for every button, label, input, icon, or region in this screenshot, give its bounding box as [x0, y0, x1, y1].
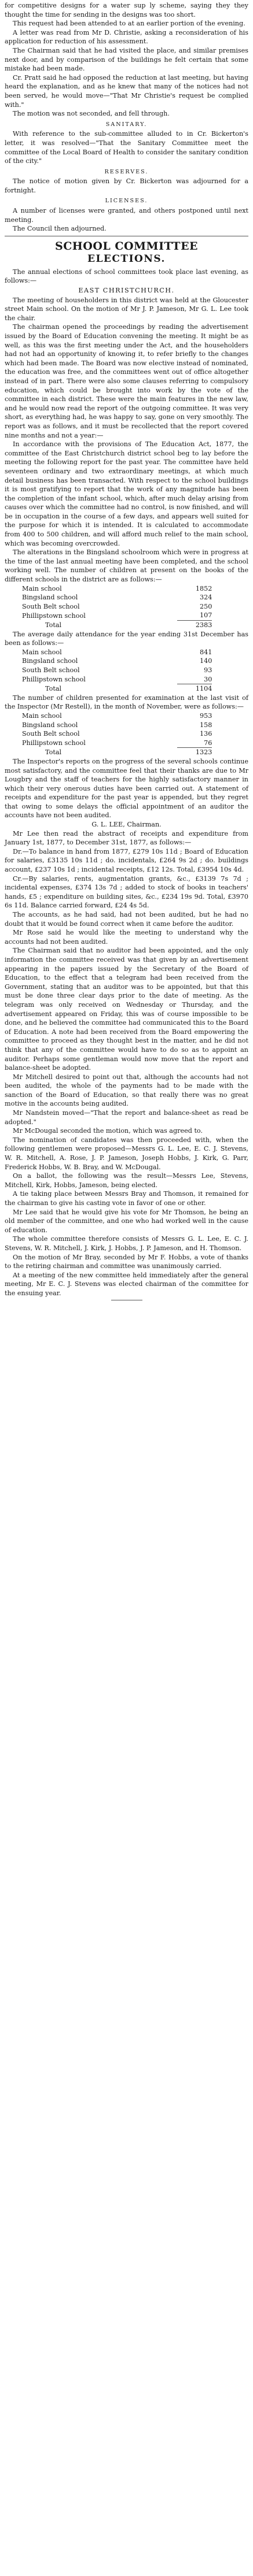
paragraph: The motion was not seconded, and fell through. — [13, 110, 170, 118]
examination-table — [22, 711, 212, 757]
paragraph: The meeting of householders in this district was held at the Gloucester street Main school. On the motion of Mr J. P. Jameson, Mr G. L. Lee took the chair. — [5, 296, 251, 322]
paragraph: Mr Nandstein moved—"That the report and balance-sheet as read be adopted." — [5, 1109, 251, 1126]
paragraph: The chairman opened the proceedings by reading the advertisement issued by the Board of Education convening the meeting. It might be as well, as this was the first meeting under the Act, and the householders had not had an opportunity of knowing it, to refer briefly to the changes which had been made. The Board was now elective instead of nominated, the education was free, and the committees went out of office altogether instead of in part. There were also some clauses referring to compulsory education, which could be brought into work by the vote of the committee in each district. These were the main features in the new law, and he would now read the report of the outgoing committee. It was very short, as everything had, he was happy to say, gone on very smoothly. The report was as follows, and it must be recollected that the report covered nine months and not a year:— — [5, 323, 251, 439]
district-heading: EAST CHRISTCHURCH. — [78, 287, 175, 295]
paragraph: A number of licenses were granted, and others postponed until next meeting. — [5, 207, 251, 224]
paragraph: The number of children presented for examination at the last visit of the Inspector (Mr Restell), in the month of November, were as follows:— — [5, 694, 251, 711]
article-headline-line-2: ELECTIONS. — [87, 253, 166, 265]
attendance-table — [22, 648, 212, 694]
paragraph: With reference to the sub-committee alluded to in Cr. Bickerton's letter, it was resolved—"That the Sanitary Committee meet the committee of the Local Board of Health to consider the sanitary condition of the city." — [5, 130, 251, 165]
paragraph: The Inspector's reports on the progress of the several schools continue most satisfactory, and the committee feel that their thanks are due to Mr Lougbry and the staff of teachers for the highly satisfactory manner in which their very onerous duties have been carried out. A statement of receipts and expenditure for the past year is appended, but they regret that owing to some delays the official appointment of an auditor the accounts have not been audited. — [5, 757, 251, 820]
paragraph: Cr.—By salaries, rents, augmentation grants, &c., £3139 7s 7d ; incidental expenses, £374 13s 7d ; added to stock of books in teachers' hands, £5 ; expenditure on building sites, &c., £234 19s 9d. Total, £3970 6s 11d. Balance carried forward, £24 4s 5d. — [5, 874, 251, 910]
subheading-licenses: LICENSES. — [105, 198, 148, 205]
table-row: Main school 1852 — [22, 584, 212, 592]
table-total-row: Total 1104 — [45, 684, 212, 693]
paragraph: The notice of motion given by Cr. Bickerton was adjourned for a fortnight. — [5, 177, 251, 194]
paragraph: Dr.—To balance in hand from 1877, £279 10s 11d ; Board of Education for salaries, £3135 10s 11d ; do. incidentals, £264 9s 2d ; do. buildings account, £237 10s 1d ; incidental receipts, £12 12s. Total, £3954 10s 4d. — [5, 847, 251, 874]
enrolled-children-table — [22, 584, 212, 630]
table-row: South Belt school 250 — [22, 602, 212, 610]
paragraph: The accounts, as he had said, had not been audited, but he had no doubt that it would be found correct when it came before the auditor. — [5, 911, 251, 928]
paragraph: for competitive designs for a water sup ly scheme, saying they they thought the time for sending in the designs was too short. — [5, 2, 251, 18]
paragraph: The nomination of candidates was then proceeded with, when the following gentlemen were proposed—Messrs G. L. Lee, E. C. J. Stevens, W. R. Mitchell, A. Rose, J. P. Jameson, Joseph Hobbs, J. Kirk, G. Parr, Frederick Hobbs, W. B. Bray, and W. McDougal. — [5, 1136, 251, 1171]
table-total-row: Total 2383 — [45, 621, 212, 629]
paragraph: Mr Lee then read the abstract of receipts and expenditure from January 1st, 1877, to December 31st, 1877, as follows:— — [5, 829, 251, 847]
paragraph: A letter was read from Mr D. Christie, asking a reconsideration of his application for reduction of his assessment. — [5, 28, 251, 46]
paragraph: Mr McDougal seconded the motion, which was agreed to. — [13, 1127, 203, 1135]
paragraph: At a meeting of the new committee held immediately after the general meeting, Mr E. C. J. Stevens was elected chairman of the committee for the ensuing year. — [5, 1271, 251, 1297]
paragraph: The Council then adjourned. — [13, 225, 107, 233]
table-row: Main school 841 — [22, 648, 212, 656]
paragraph: This request had been attended to at an earlier portion of the evening. — [13, 20, 245, 28]
paragraph: In accordance with the provisions of The Education Act, 1877, the committee of the East Christchurch district school beg to lay before the meeting the following report for the past year. The committee have held seventeen ordinary and two extraordinary meetings, at which much detail business has been transacted. With respect to the school buildings it is most gratifying to report that the work of any magnitude has been the completion of the infant school, which, after much delay arising from causes over which the committee had no control, is now finished, and will be in occupation in the course of a few days, and appears well suited for the purpose for which it is intended. It is calculated to accommodate from 400 to 500 children, and will afford much relief to the main school, which was becoming overcrowded. — [5, 440, 251, 547]
paragraph: The annual elections of school committees took place last evening, as follows:— — [5, 268, 251, 285]
paragraph: On the motion of Mr Bray, seconded by Mr F. Hobbs, a vote of thanks to the retiring chairman and committee was unanimously carried. — [5, 1253, 251, 1270]
paragraph: The average daily attendance for the year ending 31st December has been as follows:— — [5, 630, 251, 647]
table-row: Phillipstown school 107 — [22, 611, 212, 620]
table-row: South Belt school 93 — [22, 666, 212, 674]
subheading-sanitary: SANITARY. — [105, 121, 148, 128]
signature: G. L. LEE, Chairman. — [91, 821, 162, 829]
school-elections-article — [5, 236, 251, 1300]
paragraph: Cr. Pratt said he had opposed the reduction at last meeting, but having heard the explanation, and as he knew that many of the notices had not been served, he would move—"That Mr Christie's request be complied with." — [5, 73, 251, 109]
paragraph: The whole committee therefore consists of Messrs G. L. Lee, E. C. J. Stevens, W. R. Mitchell, J. Kirk, J. Hobbs, J. P. Jameson, and H. Thomson. — [5, 1235, 251, 1252]
paragraph: The Chairman said that he had visited the place, and similar premises next door, and by comparison of the buildings he felt certain that some mistake had been made. — [5, 46, 251, 73]
table-row: Bingsland school 324 — [22, 594, 212, 602]
paragraph: The Chairman said that no auditor had been appointed, and the only information the committee received was that given by an advertisement appearing in the papers issued by the Secretary of the Board of Education, to the effect that a telegram had been received from the Government, stating that an auditor was to be appointed, but that this must be done three clear days prior to the date of meeting. As the telegram was only received on Wednesday or Thursday, and the advertisement appeared on Friday, this was of course impossible to be done, and he believed the committee had communicated this to the Board of Education. A note had been received from the Board empowering the committee to proceed as they thought best in the matter, and he did not think that any of the committee would have to do so as to appoint an auditor. Perhaps some gentleman would now move that the report and balance-sheet be adopted. — [5, 947, 251, 1072]
table-row: Phillipstown school 76 — [22, 739, 212, 747]
article-headline: SCHOOL COMMITTEE — [54, 239, 199, 253]
table-row: Bingsland school 158 — [22, 721, 212, 729]
table-row: Bingsland school 140 — [22, 657, 212, 665]
paragraph: The alterations in the Bingsland schoolroom which were in progress at the time of the last annual meeting have been completed, and the school working well. The number of children at present on the books of the different schools in the district are as follows:— — [5, 548, 251, 584]
newspaper-column — [5, 0, 251, 1300]
paragraph: Mr Mitchell desired to point out that, although the accounts had not been audited, the whole of the payments had to be made with the sanction of the Board of Education, so that really there was no great motive in the accounts being audited. — [5, 1073, 251, 1108]
paragraph: Mr Rose said he would like the meeting to understand why the accounts had not been audited. — [5, 929, 251, 946]
table-total-row: Total 1323 — [45, 748, 212, 757]
paragraph: Mr Lee said that he would give his vote for Mr Thomson, he being an old member of the committee, and one who had worked well in the cause of education. — [5, 1208, 251, 1234]
table-row: Main school 953 — [22, 711, 212, 720]
subheading-reserves: RESERVES. — [104, 168, 149, 175]
board-report-section — [5, 1, 251, 233]
table-row: South Belt school 136 — [22, 730, 212, 738]
paragraph: On a ballot, the following was the result—Messrs Lee, Stevens, Mitchell, Kirk, Hobbs, Jameson, being elected. — [5, 1172, 251, 1189]
paragraph: A tie taking place between Messrs Bray and Thomson, it remained for the chairman to give his casting vote in favor of one or other. — [5, 1190, 251, 1207]
table-row: Phillipstown school 30 — [22, 675, 212, 683]
